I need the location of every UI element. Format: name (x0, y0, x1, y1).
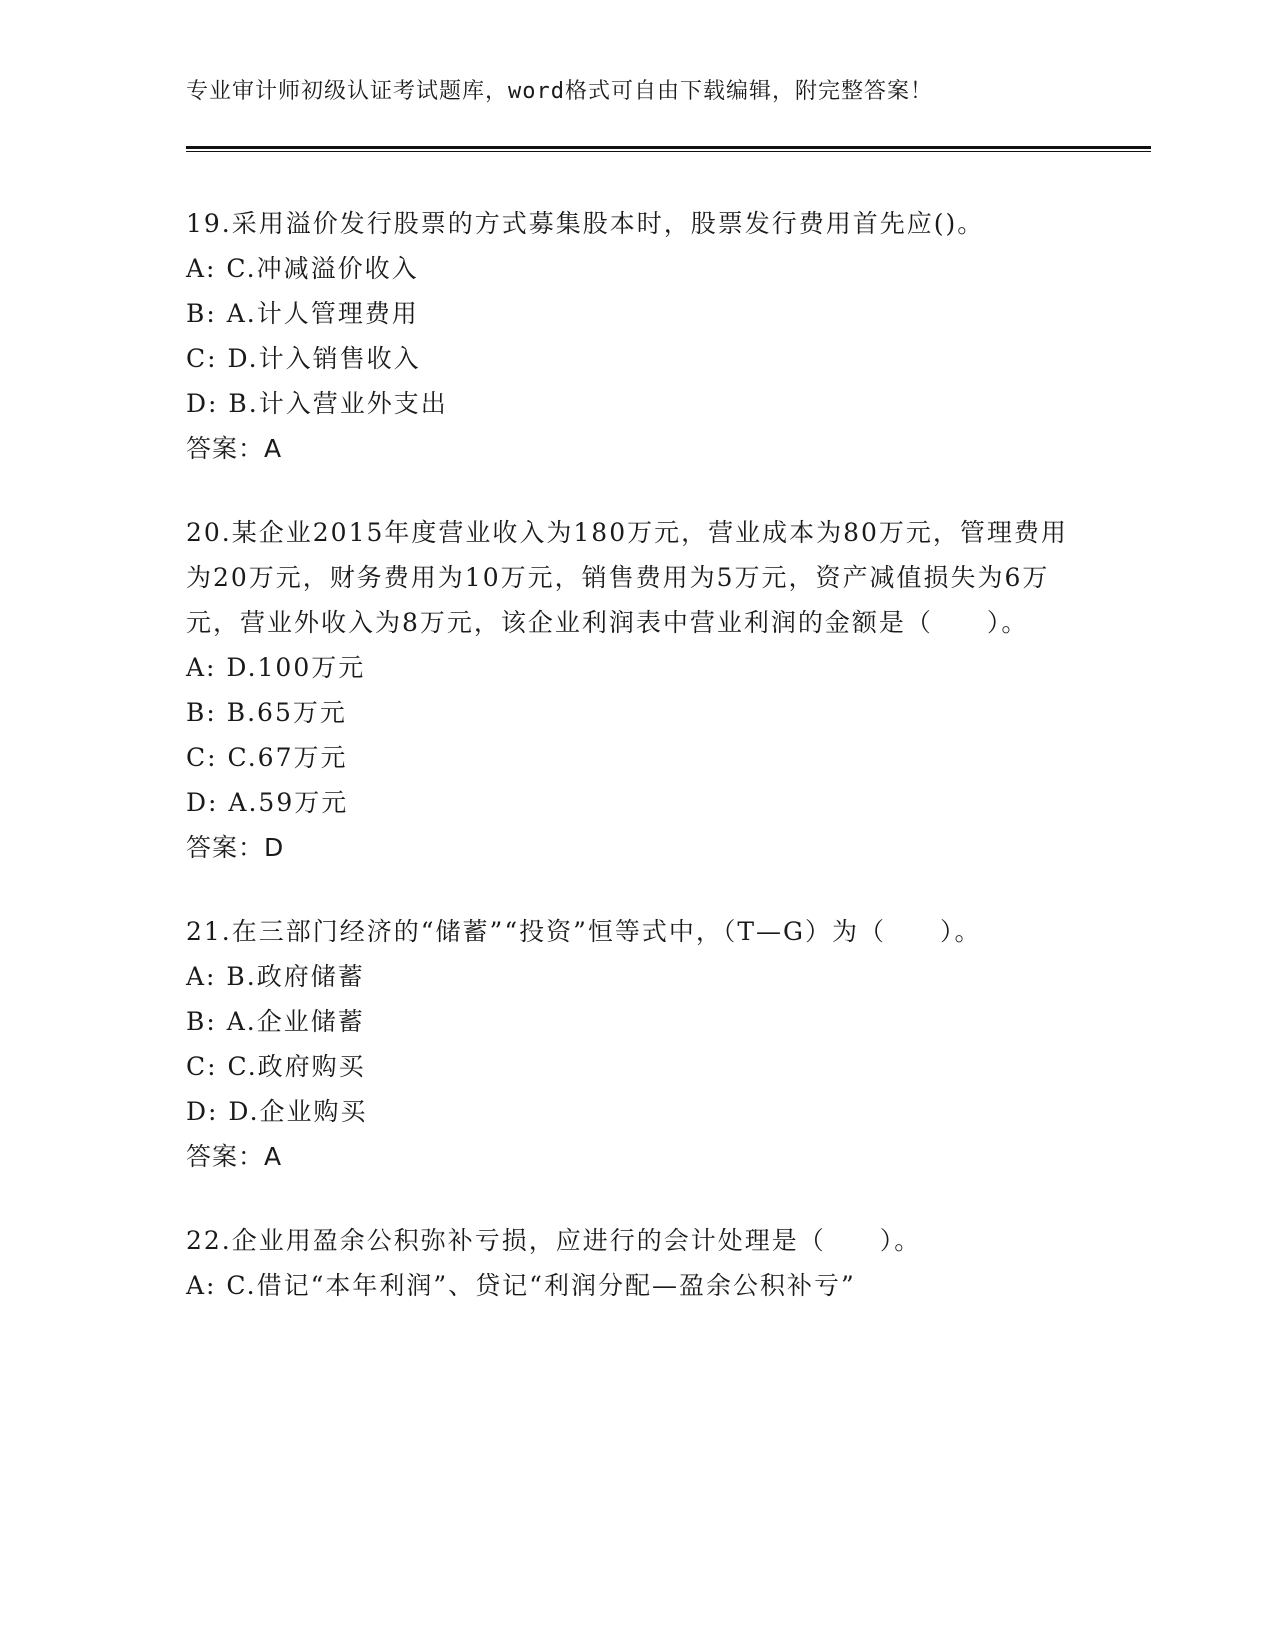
answer: 答案：A (186, 1142, 283, 1171)
header-divider (186, 146, 1151, 149)
question-22 (186, 1218, 1086, 1308)
question-21 (186, 909, 1086, 1179)
question-text: 19.采用溢价发行股票的方式募集股本时，股票发行费用首先应()。 (186, 209, 985, 238)
answer: 答案：D (186, 833, 285, 862)
header-title: 专业审计师初级认证考试题库，word格式可自由下载编辑，附完整答案！ (186, 79, 933, 104)
question-text: 20.某企业2015年度营业收入为180万元，营业成本为80万元，管理费用为20万元，财务费用为10万元，销售费用为5万元，资产减值损失为6万元，营业外收入为8万元，该企业利润表中营业利润的金额是（ ）。 (186, 518, 1068, 637)
option-a: A: D.100万元 (186, 653, 366, 682)
answer: 答案：A (186, 434, 283, 463)
option-d: D: B.计入营业外支出 (186, 389, 448, 418)
question-20 (186, 510, 1086, 870)
option-d: D: A.59万元 (186, 788, 349, 817)
option-a: A: C.冲减溢价收入 (186, 254, 419, 283)
option-b: B: A.企业储蓄 (186, 1007, 365, 1036)
option-b: B: A.计人管理费用 (186, 299, 419, 328)
option-c: C: D.计入销售收入 (186, 344, 421, 373)
option-d: D: D.企业购买 (186, 1097, 368, 1126)
question-19 (186, 201, 1086, 471)
option-b: B: B.65万元 (186, 698, 347, 727)
question-text: 22.企业用盈余公积弥补亏损，应进行的会计处理是（ ）。 (186, 1226, 922, 1255)
option-a: A: B.政府储蓄 (186, 962, 365, 991)
option-c: C: C.67万元 (186, 743, 348, 772)
question-text: 21.在三部门经济的“储蓄”“投资”恒等式中，（T—G）为（ ）。 (186, 917, 982, 946)
question-list (186, 201, 1086, 1347)
header-divider-thin (186, 151, 1151, 152)
option-a: A: C.借记“本年利润”、贷记“利润分配—盈余公积补亏” (186, 1271, 856, 1300)
option-c: C: C.政府购买 (186, 1052, 366, 1081)
